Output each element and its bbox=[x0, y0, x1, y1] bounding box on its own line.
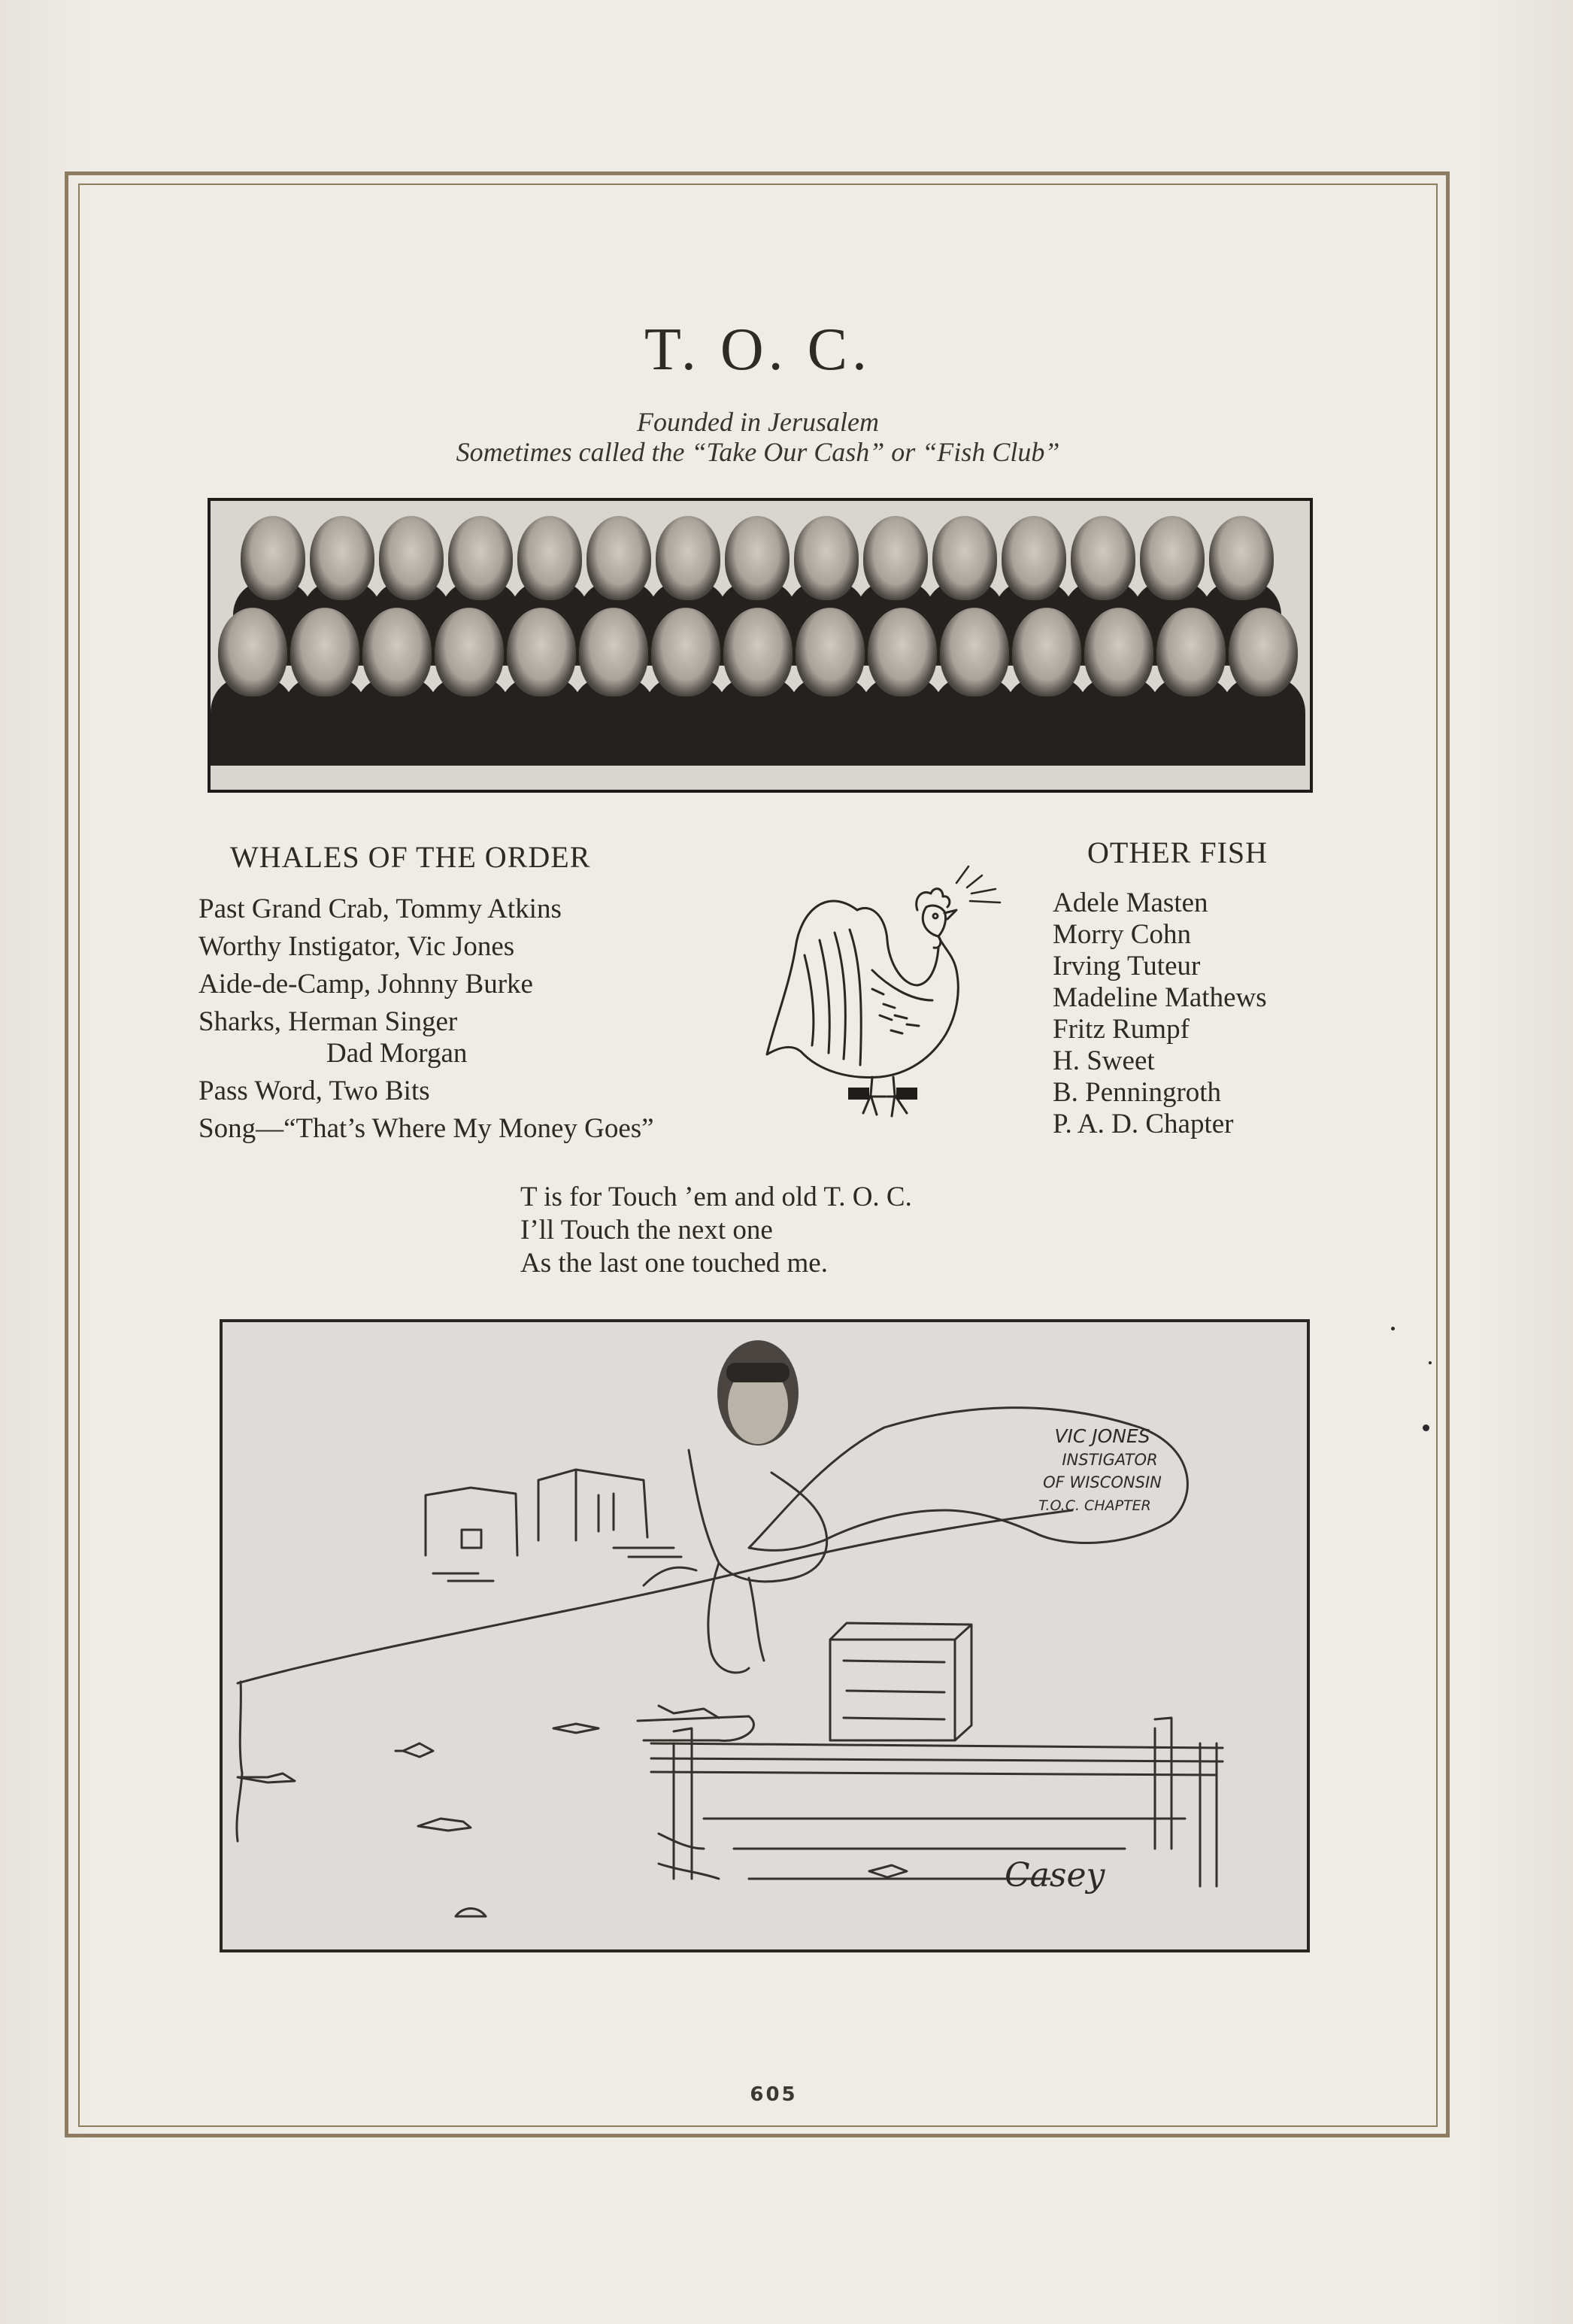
cartoon-caption-line: OF WISCONSIN bbox=[1043, 1473, 1162, 1491]
portrait-face bbox=[796, 608, 865, 696]
portrait-face bbox=[863, 516, 928, 600]
other-fish-name: H. Sweet bbox=[1053, 1045, 1155, 1076]
portrait-face bbox=[1012, 608, 1081, 696]
whales-line: Pass Word, Two Bits bbox=[199, 1076, 430, 1106]
cartoon-caption-line: INSTIGATOR bbox=[1062, 1451, 1158, 1469]
other-fish-name: B. Penningroth bbox=[1053, 1077, 1222, 1108]
portrait-face bbox=[435, 608, 504, 696]
other-fish-name: Irving Tuteur bbox=[1053, 951, 1201, 981]
portrait-face bbox=[932, 516, 997, 600]
page-title: T. O. C. bbox=[644, 317, 872, 383]
portrait-face bbox=[1071, 516, 1135, 600]
portrait-face bbox=[1209, 516, 1274, 600]
subtitle-nickname: Sometimes called the “Take Our Cash” or “Fish Club” bbox=[456, 437, 1060, 467]
cartoon-caption-line: VIC JONES bbox=[1054, 1425, 1150, 1447]
poem-line: T is for Touch ’em and old T. O. C. bbox=[520, 1182, 912, 1212]
poem-line: I’ll Touch the next one bbox=[520, 1215, 773, 1245]
portrait-face bbox=[940, 608, 1009, 696]
portrait-face bbox=[586, 516, 651, 600]
group-photo bbox=[208, 498, 1313, 793]
cartoon-drawing bbox=[223, 1322, 1307, 1949]
portrait-face bbox=[579, 608, 648, 696]
whales-line: Dad Morgan bbox=[326, 1038, 468, 1069]
portrait-face bbox=[1229, 608, 1298, 696]
portrait-face bbox=[517, 516, 582, 600]
cartoon-caption-line: T.O.C. CHAPTER bbox=[1038, 1497, 1151, 1514]
other-fish-name: Madeline Mathews bbox=[1053, 982, 1267, 1013]
paper-speck bbox=[1423, 1424, 1429, 1431]
portrait-face bbox=[507, 608, 576, 696]
paper-speck bbox=[1391, 1327, 1395, 1330]
paper-speck bbox=[1429, 1361, 1432, 1364]
other-fish-name: Adele Masten bbox=[1053, 887, 1208, 918]
artist-signature: Casey bbox=[1005, 1856, 1105, 1895]
fishing-cartoon bbox=[220, 1319, 1310, 1952]
portrait-face bbox=[651, 608, 720, 696]
other-fish-name: P. A. D. Chapter bbox=[1053, 1109, 1234, 1139]
portrait-face bbox=[290, 608, 359, 696]
portrait-face bbox=[794, 516, 859, 600]
portrait-face bbox=[448, 516, 513, 600]
page-number: 605 bbox=[750, 2083, 798, 2106]
portrait-face bbox=[1002, 516, 1066, 600]
portrait-face bbox=[868, 608, 937, 696]
portrait-face bbox=[379, 516, 444, 600]
other-fish-name: Fritz Rumpf bbox=[1053, 1014, 1190, 1045]
whales-line: Past Grand Crab, Tommy Atkins bbox=[199, 893, 562, 924]
portrait-face bbox=[241, 516, 305, 600]
whales-line: Song—“That’s Where My Money Goes” bbox=[199, 1113, 654, 1144]
portrait-face bbox=[656, 516, 720, 600]
poem-line: As the last one touched me. bbox=[520, 1248, 828, 1279]
other-fish-heading: OTHER FISH bbox=[1087, 836, 1268, 869]
rooster-illustration bbox=[759, 857, 1015, 1122]
other-fish-name: Morry Cohn bbox=[1053, 919, 1191, 950]
portrait-face bbox=[1156, 608, 1226, 696]
portrait-face bbox=[1140, 516, 1205, 600]
portrait-face bbox=[723, 608, 793, 696]
whales-line: Worthy Instigator, Vic Jones bbox=[199, 931, 515, 962]
whales-line: Sharks, Herman Singer bbox=[199, 1006, 458, 1037]
whales-line: Aide-de-Camp, Johnny Burke bbox=[199, 969, 533, 1000]
portrait-face bbox=[362, 608, 432, 696]
portrait-face bbox=[1084, 608, 1153, 696]
portrait-face bbox=[218, 608, 287, 696]
whales-heading: WHALES OF THE ORDER bbox=[230, 840, 591, 874]
portrait-face bbox=[310, 516, 374, 600]
portrait-face bbox=[725, 516, 790, 600]
subtitle-founded: Founded in Jerusalem bbox=[637, 407, 879, 437]
